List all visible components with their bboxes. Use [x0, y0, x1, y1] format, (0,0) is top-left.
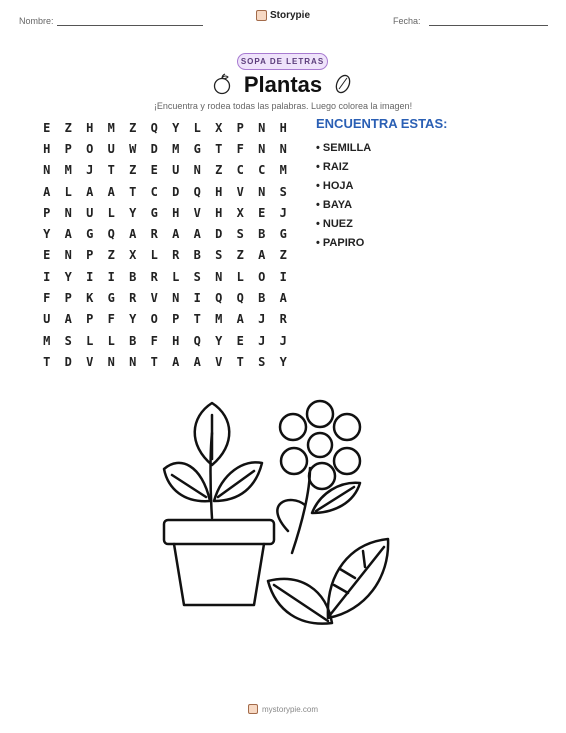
word-list [316, 116, 447, 253]
grid-letter[interactable]: X [236, 205, 244, 220]
grid-row [36, 202, 294, 223]
letter-grid[interactable] [36, 117, 294, 373]
name-label: Nombre: [19, 16, 54, 26]
grid-letter[interactable]: I [43, 269, 51, 284]
grid-letter[interactable]: T [215, 141, 223, 156]
grid-letter[interactable]: G [279, 227, 287, 242]
grid-row [36, 160, 294, 181]
grid-letter[interactable]: V [236, 184, 244, 199]
grid-letter[interactable]: I [279, 269, 287, 284]
grid-letter[interactable]: M [64, 163, 72, 178]
grid-letter[interactable]: F [43, 291, 51, 306]
grid-letter[interactable]: R [150, 227, 158, 242]
grid-letter[interactable]: N [64, 205, 72, 220]
grid-letter[interactable]: N [129, 354, 137, 369]
grid-letter[interactable]: W [129, 141, 137, 156]
brand-name: Storypie [270, 10, 311, 21]
pot-rim [164, 520, 274, 544]
grid-letter[interactable]: P [86, 248, 94, 263]
grid-letter[interactable]: Q [236, 291, 244, 306]
word-item: • SEMILLA [316, 142, 372, 154]
storypie-logo-icon [256, 10, 267, 21]
grid-letter[interactable]: R [279, 312, 287, 327]
grid-letter[interactable]: S [258, 354, 266, 369]
flower-stem [292, 468, 310, 553]
grid-letter[interactable]: Z [279, 248, 287, 263]
grid-letter[interactable]: G [86, 227, 94, 242]
grid-letter[interactable]: Z [215, 163, 223, 178]
grid-letter[interactable]: S [215, 248, 223, 263]
grid-letter[interactable]: Z [64, 120, 72, 135]
grid-letter[interactable]: Y [129, 312, 137, 327]
page-title: Plantas [243, 72, 323, 97]
grid-letter[interactable]: S [279, 184, 287, 199]
grid-row [36, 309, 294, 330]
grid-letter[interactable]: Z [129, 163, 137, 178]
grid-letter[interactable]: J [279, 333, 287, 348]
pot-body [174, 544, 264, 605]
grid-letter[interactable]: H [215, 205, 223, 220]
grid-letter[interactable]: A [172, 227, 180, 242]
grid-letter[interactable]: A [172, 354, 180, 369]
grid-letter[interactable]: J [258, 312, 266, 327]
grid-letter[interactable]: Q [193, 184, 201, 199]
grid-letter[interactable]: E [43, 120, 51, 135]
grid-letter[interactable]: G [193, 141, 201, 156]
word-item: • NUEZ [316, 218, 353, 230]
grid-letter[interactable]: E [236, 333, 244, 348]
grid-row [36, 223, 294, 244]
grid-letter[interactable]: N [64, 248, 72, 263]
grid-letter[interactable]: Q [215, 291, 223, 306]
grid-letter[interactable]: L [150, 248, 158, 263]
grid-letter[interactable]: N [279, 141, 287, 156]
grid-letter[interactable]: S [193, 269, 201, 284]
grid-letter[interactable]: U [43, 312, 51, 327]
grid-letter[interactable]: B [193, 248, 201, 263]
grid-letter[interactable]: X [215, 120, 223, 135]
word-list-title: ENCUENTRA ESTAS: [316, 116, 448, 131]
grid-letter[interactable]: S [64, 333, 72, 348]
name-field[interactable] [57, 25, 203, 26]
instructions: ¡Encuentra y rodea todas las palabras. Luego colorea la imagen! [153, 101, 413, 111]
grid-letter[interactable]: O [86, 141, 94, 156]
grid-letter[interactable]: D [172, 184, 180, 199]
grid-letter[interactable]: V [86, 354, 94, 369]
grid-row [36, 181, 294, 202]
word-item: • RAIZ [316, 161, 349, 173]
grid-letter[interactable]: C [236, 163, 244, 178]
grid-letter[interactable]: N [43, 163, 51, 178]
grid-letter[interactable]: P [236, 120, 244, 135]
header [0, 10, 566, 30]
grid-letter[interactable]: M [215, 312, 223, 327]
grid-letter[interactable]: I [193, 291, 201, 306]
grid-letter[interactable]: A [43, 184, 51, 199]
grid-letter[interactable]: L [172, 269, 180, 284]
grid-letter[interactable]: L [86, 333, 94, 348]
grid-letter[interactable]: A [107, 184, 115, 199]
grid-letter[interactable]: T [43, 354, 51, 369]
grid-letter[interactable]: H [172, 205, 180, 220]
grid-row [36, 245, 294, 266]
grid-letter[interactable]: F [150, 333, 158, 348]
grid-letter[interactable]: F [236, 141, 244, 156]
brand [256, 10, 310, 21]
grid-letter[interactable]: O [150, 312, 158, 327]
grid-letter[interactable]: C [258, 163, 266, 178]
flower-center [308, 433, 332, 457]
grid-letter[interactable]: A [64, 227, 72, 242]
seed-icon [333, 73, 353, 95]
grid-letter[interactable]: L [107, 333, 115, 348]
grid-letter[interactable]: N [193, 163, 201, 178]
grid-letter[interactable]: Y [215, 333, 223, 348]
grid-letter[interactable]: P [86, 312, 94, 327]
grid-letter[interactable]: T [236, 354, 244, 369]
grid-letter[interactable]: U [107, 141, 115, 156]
grid-letter[interactable]: A [236, 312, 244, 327]
grid-letter[interactable]: H [86, 120, 94, 135]
grid-letter[interactable]: A [129, 227, 137, 242]
grid-letter[interactable]: E [258, 205, 266, 220]
grid-letter[interactable]: Q [107, 227, 115, 242]
grid-letter[interactable]: P [43, 205, 51, 220]
grid-letter[interactable]: A [64, 312, 72, 327]
grid-letter[interactable]: Y [129, 205, 137, 220]
grid-letter[interactable]: Q [193, 333, 201, 348]
grid-letter[interactable]: P [172, 312, 180, 327]
grid-letter[interactable]: A [86, 184, 94, 199]
grid-letter[interactable]: C [150, 184, 158, 199]
grid-letter[interactable]: U [172, 163, 180, 178]
grid-letter[interactable]: N [258, 184, 266, 199]
grid-row [36, 266, 294, 287]
grid-letter[interactable]: F [107, 312, 115, 327]
grid-row [36, 351, 294, 372]
grid-letter[interactable]: E [150, 163, 158, 178]
grid-letter[interactable]: Z [107, 248, 115, 263]
badge: SOPA DE LETRAS [237, 53, 328, 70]
grid-letter[interactable]: S [236, 227, 244, 242]
footer-url: mystorypie.com [261, 704, 318, 714]
grid-letter[interactable]: V [193, 205, 201, 220]
grid-letter[interactable]: L [107, 205, 115, 220]
grid-letter[interactable]: B [258, 291, 266, 306]
grid-letter[interactable]: G [150, 205, 158, 220]
footer [0, 704, 566, 714]
grid-letter[interactable]: J [279, 205, 287, 220]
date-label: Fecha: [393, 16, 421, 26]
grid-letter[interactable]: H [279, 120, 287, 135]
grid-letter[interactable]: L [193, 120, 201, 135]
grid-letter[interactable]: A [258, 248, 266, 263]
grid-letter[interactable]: U [86, 205, 94, 220]
grid-letter[interactable]: R [150, 269, 158, 284]
word-item: • HOJA [316, 180, 354, 192]
grid-letter[interactable]: Z [236, 248, 244, 263]
grid-row [36, 117, 294, 138]
grid-letter[interactable]: D [215, 227, 223, 242]
grid-letter[interactable]: T [150, 354, 158, 369]
grid-row [36, 287, 294, 308]
grid-letter[interactable]: Q [150, 120, 158, 135]
grid-letter[interactable]: R [172, 248, 180, 263]
grid-letter[interactable]: B [129, 333, 137, 348]
grid-letter[interactable]: P [64, 141, 72, 156]
grid-letter[interactable]: B [258, 227, 266, 242]
grid-letter[interactable]: M [43, 333, 51, 348]
grid-letter[interactable]: N [258, 120, 266, 135]
grid-letter[interactable]: M [107, 120, 115, 135]
grid-letter[interactable]: H [172, 333, 180, 348]
grid-letter[interactable]: M [172, 141, 180, 156]
word-item: • PAPIRO [316, 237, 365, 249]
grid-letter[interactable]: K [86, 291, 94, 306]
grid-letter[interactable]: H [43, 141, 51, 156]
coloring-illustration[interactable] [150, 393, 410, 643]
grid-letter[interactable]: A [193, 354, 201, 369]
grid-letter[interactable]: R [129, 291, 137, 306]
grid-letter[interactable]: G [107, 291, 115, 306]
grid-letter[interactable]: D [150, 141, 158, 156]
grid-letter[interactable]: D [64, 354, 72, 369]
grid-letter[interactable]: A [279, 291, 287, 306]
grid-letter[interactable]: V [150, 291, 158, 306]
grid-letter[interactable]: Y [279, 354, 287, 369]
grid-letter[interactable]: N [107, 354, 115, 369]
grid-letter[interactable]: M [279, 163, 287, 178]
grid-letter[interactable]: Y [64, 269, 72, 284]
grid-letter[interactable]: L [64, 184, 72, 199]
grid-letter[interactable]: I [107, 269, 115, 284]
grid-letter[interactable]: P [64, 291, 72, 306]
grid-letter[interactable]: N [172, 291, 180, 306]
grid-letter[interactable]: J [86, 163, 94, 178]
grid-letter[interactable]: N [215, 269, 223, 284]
grid-letter[interactable]: T [193, 312, 201, 327]
grid-letter[interactable]: A [193, 227, 201, 242]
grid-letter[interactable]: Z [129, 120, 137, 135]
grid-letter[interactable]: V [215, 354, 223, 369]
grid-letter[interactable]: T [107, 163, 115, 178]
grid-letter[interactable]: L [236, 269, 244, 284]
word-item: • BAYA [316, 199, 353, 211]
grid-row [36, 138, 294, 159]
grid-letter[interactable]: Y [43, 227, 51, 242]
grid-letter[interactable]: I [86, 269, 94, 284]
grid-letter[interactable]: B [129, 269, 137, 284]
grid-letter[interactable]: J [258, 333, 266, 348]
grid-letter[interactable]: O [258, 269, 266, 284]
grid-letter[interactable]: T [129, 184, 137, 199]
grid-letter[interactable]: Y [172, 120, 180, 135]
date-field[interactable] [429, 25, 548, 26]
grid-letter[interactable]: N [258, 141, 266, 156]
grid-letter[interactable]: X [129, 248, 137, 263]
grid-letter[interactable]: E [43, 248, 51, 263]
grid-row [36, 330, 294, 351]
storypie-logo-icon [248, 704, 258, 714]
grid-letter[interactable]: H [215, 184, 223, 199]
